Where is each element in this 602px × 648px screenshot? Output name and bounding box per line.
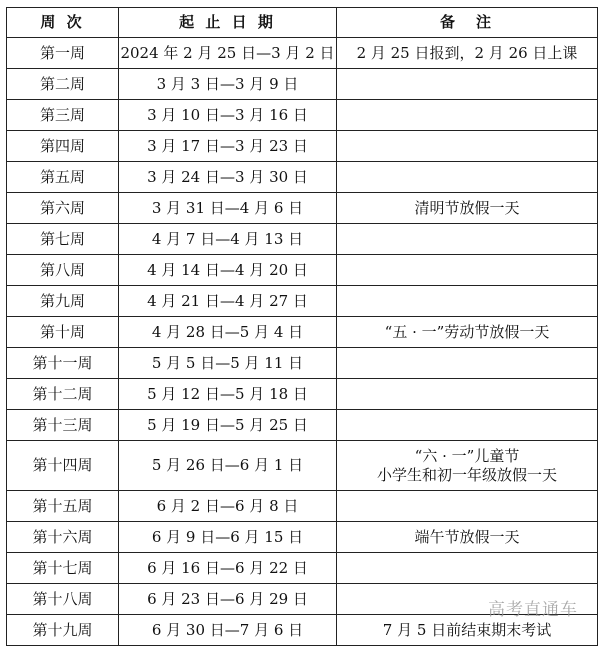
table-row — [7, 379, 598, 410]
week-cell: 第五周 — [7, 162, 119, 193]
remark-cell — [337, 379, 598, 410]
remark-cell: 端午节放假一天 — [337, 522, 598, 553]
dates-cell: 6 月 30 日—7 月 6 日 — [119, 615, 337, 646]
remark-cell — [337, 286, 598, 317]
remark-cell — [337, 491, 598, 522]
remark-cell: 清明节放假一天 — [337, 193, 598, 224]
remark-cell — [337, 348, 598, 379]
dates-cell: 3 月 10 日—3 月 16 日 — [119, 100, 337, 131]
remark-cell — [337, 162, 598, 193]
table-row — [7, 317, 598, 348]
dates-cell: 6 月 2 日—6 月 8 日 — [119, 491, 337, 522]
remark-cell: “五 · 一”劳动节放假一天 — [337, 317, 598, 348]
dates-cell: 6 月 23 日—6 月 29 日 — [119, 584, 337, 615]
table-row — [7, 348, 598, 379]
week-cell: 第六周 — [7, 193, 119, 224]
header-remarks: 备 注 — [337, 8, 598, 38]
remark-cell — [337, 131, 598, 162]
week-cell: 第十七周 — [7, 553, 119, 584]
remark-cell: 2 月 25 日报到，2 月 26 日上课 — [337, 38, 598, 69]
table-row — [7, 553, 598, 584]
dates-cell: 3 月 3 日—3 月 9 日 — [119, 69, 337, 100]
table-row — [7, 131, 598, 162]
table-row — [7, 69, 598, 100]
week-cell: 第三周 — [7, 100, 119, 131]
table-row — [7, 286, 598, 317]
remark-cell — [337, 100, 598, 131]
table-header-row — [7, 8, 598, 38]
dates-cell: 4 月 14 日—4 月 20 日 — [119, 255, 337, 286]
remark-cell — [337, 410, 598, 441]
week-cell: 第十三周 — [7, 410, 119, 441]
dates-cell: 4 月 28 日—5 月 4 日 — [119, 317, 337, 348]
dates-cell: 4 月 21 日—4 月 27 日 — [119, 286, 337, 317]
remark-cell — [337, 441, 598, 491]
week-cell: 第十四周 — [7, 441, 119, 491]
week-cell: 第十二周 — [7, 379, 119, 410]
header-week: 周 次 — [7, 8, 119, 38]
remark-cell: 7 月 5 日前结束期末考试 — [337, 615, 598, 646]
remark-cell — [337, 553, 598, 584]
dates-cell: 4 月 7 日—4 月 13 日 — [119, 224, 337, 255]
dates-cell: 6 月 9 日—6 月 15 日 — [119, 522, 337, 553]
week-cell: 第十八周 — [7, 584, 119, 615]
week-cell: 第十周 — [7, 317, 119, 348]
week-cell: 第一周 — [7, 38, 119, 69]
table-row — [7, 522, 598, 553]
table-row — [7, 255, 598, 286]
week-cell: 第八周 — [7, 255, 119, 286]
week-cell: 第二周 — [7, 69, 119, 100]
table-row — [7, 38, 598, 69]
week-cell: 第四周 — [7, 131, 119, 162]
dates-cell: 5 月 12 日—5 月 18 日 — [119, 379, 337, 410]
table-row — [7, 224, 598, 255]
dates-cell: 3 月 31 日—4 月 6 日 — [119, 193, 337, 224]
remark-cell — [337, 255, 598, 286]
week-cell: 第十五周 — [7, 491, 119, 522]
table-row — [7, 162, 598, 193]
dates-cell: 3 月 24 日—3 月 30 日 — [119, 162, 337, 193]
table-row — [7, 491, 598, 522]
dates-cell: 5 月 5 日—5 月 11 日 — [119, 348, 337, 379]
remark-line-2: 小学生和初一年级放假一天 — [376, 465, 557, 484]
table-row — [7, 441, 598, 491]
week-cell: 第十一周 — [7, 348, 119, 379]
week-cell: 第十九周 — [7, 615, 119, 646]
remark-cell — [337, 224, 598, 255]
dates-cell: 2024 年 2 月 25 日—3 月 2 日 — [119, 38, 337, 69]
dates-cell: 6 月 16 日—6 月 22 日 — [119, 553, 337, 584]
remark-line-1: “六 · 一”儿童节 — [414, 446, 520, 465]
school-calendar-table — [6, 7, 598, 646]
watermark-text: 高考直通车 — [488, 600, 578, 620]
table-row — [7, 193, 598, 224]
table-row — [7, 100, 598, 131]
table-row — [7, 410, 598, 441]
week-cell: 第十六周 — [7, 522, 119, 553]
remark-cell — [337, 69, 598, 100]
dates-cell: 3 月 17 日—3 月 23 日 — [119, 131, 337, 162]
dates-cell: 5 月 26 日—6 月 1 日 — [119, 441, 337, 491]
header-dates: 起 止 日 期 — [119, 8, 337, 38]
week-cell: 第七周 — [7, 224, 119, 255]
week-cell: 第九周 — [7, 286, 119, 317]
dates-cell: 5 月 19 日—5 月 25 日 — [119, 410, 337, 441]
